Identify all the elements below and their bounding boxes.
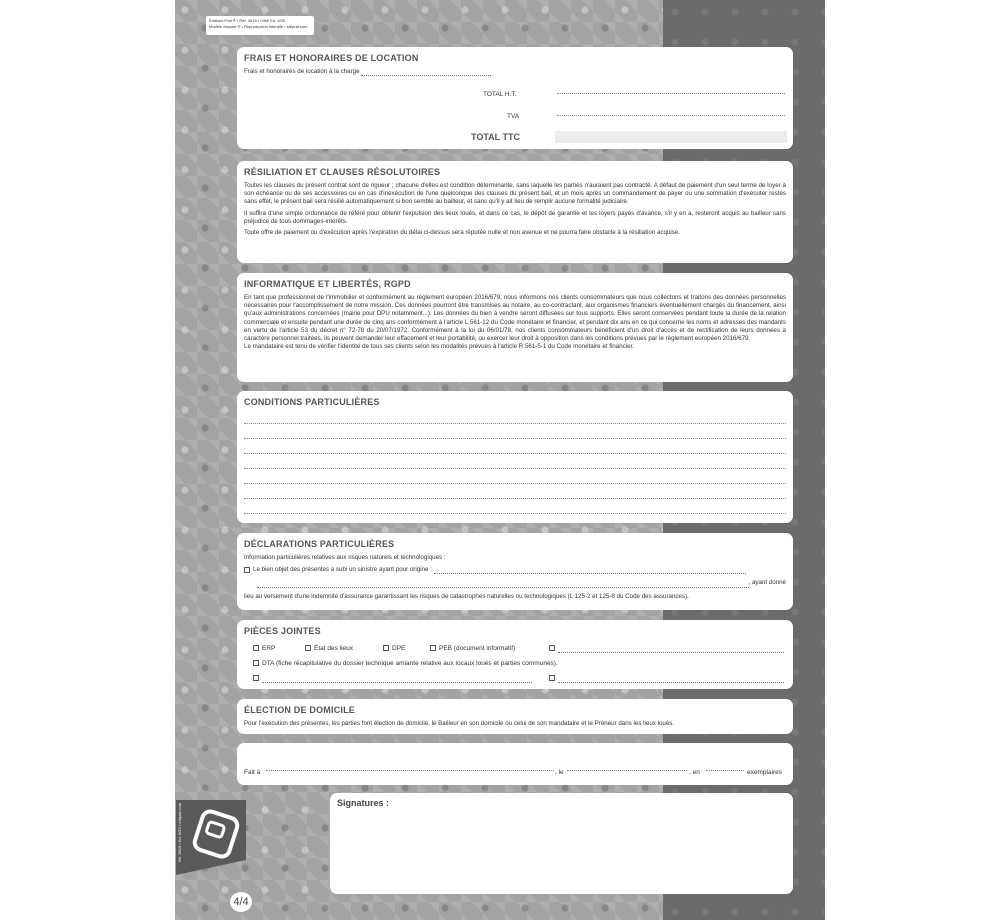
- resiliation-section: [237, 161, 793, 263]
- le-label: , le: [555, 769, 564, 776]
- conditions-line[interactable]: [244, 423, 786, 424]
- declarations-section: [237, 533, 793, 610]
- dta-label: DTA (fiche récapitulative du dossier technique amiante relative aux locaux loués et parties communes).: [262, 660, 558, 667]
- piece-other-field[interactable]: [558, 645, 784, 653]
- resiliation-paragraph-3: Toute offre de paiement ou d'exécution après l'expiration du délai ci-dessus sera réputée nulle et non avenue et ne pourra faire obstacle à la résiliation acquise.: [244, 229, 680, 237]
- fees-section: [237, 47, 793, 149]
- piece-label: DPE: [392, 645, 406, 652]
- resiliation-paragraph-1: Toutes les clauses du présent contrat sont de rigueur ; chacune d'elles est condition déterminante, sans laquelle les parties n'auraient pas contracté. A défaut de paiement d'un seul terme de loyer à son échéance ou de ses accessoires ou en cas d'inexécution de l'une quelconque des clauses du présent bail, et un mois après un commandement de payer ou une sommation d'exécuter restés sans effet, le présent bail sera résilié automatiquement si bon semble au bailleur, et sans qu'il y ait lieu de remplir aucune formalité judiciaire.: [244, 182, 786, 206]
- piece-label: ERP: [262, 645, 276, 652]
- signatures-label: Signatures :: [337, 798, 390, 808]
- total-ht-label: TOTAL H.T.: [483, 91, 517, 98]
- piece-item[interactable]: [430, 645, 515, 653]
- resiliation-paragraph-2: Il suffira d'une simple ordonnance de référé pour obtenir l'expulsion des lieux loués, et dans ce cas, le dépôt de garantie et les loyers payés d'avance, s'il y en a, resteront acquis au bailleur sans préjudice de tous dommages-intérêts.: [244, 209, 786, 225]
- signing-section: [237, 743, 793, 785]
- conditions-line[interactable]: [244, 483, 786, 484]
- exemplaires-label: exemplaires: [747, 769, 783, 776]
- sinistre-label: Le bien objet des présentes a subi un sinistre ayant pour origine :: [253, 566, 432, 574]
- fait-a-label: Fait à: [244, 769, 261, 776]
- tva-field[interactable]: [557, 115, 785, 116]
- pieces-section: [237, 620, 793, 689]
- publisher-label: [206, 16, 314, 35]
- piece-item[interactable]: [305, 645, 353, 653]
- piece-other-item[interactable]: [253, 675, 532, 683]
- piece-label: PEB (document informatif): [439, 645, 516, 652]
- conditions-line[interactable]: [244, 453, 786, 454]
- tva-label: TVA: [507, 113, 520, 120]
- fees-title: FRAIS ET HONORAIRES DE LOCATION: [244, 53, 419, 63]
- checkbox[interactable]: [305, 645, 311, 651]
- total-ht-field[interactable]: [557, 93, 785, 94]
- declarations-title: DÉCLARATIONS PARTICULIÈRES: [244, 539, 395, 549]
- ayant-donne-label: , ayant donné: [748, 579, 786, 587]
- piece-other-item[interactable]: [549, 645, 784, 653]
- conditions-line[interactable]: [244, 438, 786, 439]
- indemnite-text: lieu au versement d'une indemnité d'assurance garantissant les risques de catastrophes naturelles ou technologiques (L 125-2 et 125-8 du Code des assurances).: [244, 592, 689, 600]
- election-title: ÉLECTION DE DOMICILE: [244, 705, 356, 715]
- declarations-subtitle: Information particulières relatives aux risques naturels et technologiques :: [244, 554, 446, 561]
- ayant-donne-row: [244, 579, 786, 587]
- election-section: [237, 699, 793, 734]
- copies-field[interactable]: [706, 770, 744, 771]
- sinistre-row: [244, 566, 786, 574]
- checkbox[interactable]: [253, 645, 259, 651]
- conditions-line[interactable]: [244, 513, 786, 514]
- rgpd-section: [237, 273, 793, 382]
- fees-charge-label: Frais et honoraires de location à la charge: [244, 68, 360, 75]
- rgpd-title: INFORMATIQUE ET LIBERTÉS, RGPD: [244, 279, 411, 289]
- sinistre-origin-field[interactable]: [434, 566, 746, 574]
- sinistre-checkbox[interactable]: [244, 567, 250, 573]
- piece-other-item[interactable]: [549, 675, 784, 683]
- resiliation-title: RÉSILIATION ET CLAUSES RÉSOLUTOIRES: [244, 167, 441, 177]
- piece-other-field[interactable]: [262, 675, 532, 683]
- checkbox[interactable]: [383, 645, 389, 651]
- page-number: 4/4: [230, 892, 252, 912]
- fees-charge-field[interactable]: [361, 68, 491, 76]
- total-ttc-field[interactable]: [555, 131, 787, 143]
- date-field[interactable]: [567, 770, 687, 771]
- conditions-line[interactable]: [244, 498, 786, 499]
- election-text: Pour l'exécution des présentes, les parties font élection de domicile, le Bailleur en son domicile ou celui de son mandataire et le Preneur dans les lieux loués.: [244, 720, 675, 727]
- fees-charge-row: [244, 68, 786, 76]
- checkbox[interactable]: [253, 675, 259, 681]
- piece-item[interactable]: [383, 645, 405, 653]
- dta-checkbox[interactable]: [253, 660, 259, 666]
- rgpd-paragraph-2: Le mandataire est tenu de vérifier l'identité de tous ses clients selon les modalités prévues à l'article R 561-5-1 du Code monétaire et financier.: [244, 343, 634, 351]
- conditions-title: CONDITIONS PARTICULIÈRES: [244, 397, 380, 407]
- checkbox[interactable]: [549, 645, 555, 651]
- side-ref-text: Ré. 3615 • Ed. 6/20 • edipral.com: [177, 802, 182, 862]
- total-ttc-label: TOTAL TTC: [471, 132, 520, 142]
- signatures-box[interactable]: [330, 793, 793, 894]
- piece-item[interactable]: [253, 645, 275, 653]
- pieces-row-2: [253, 660, 787, 668]
- conditions-line[interactable]: [244, 468, 786, 469]
- fait-a-field[interactable]: [266, 770, 554, 771]
- rgpd-paragraph-1: En tant que professionnel de l'immobilier et conformément au règlement européen 2016/679, nous informons nos clients consommateurs que nous collectons et traitons des données personnelles nécessaires pour l'accomplissement de notre mission. Ces données pourront être transmises au notaire, au co-contractant, aux organismes financiers éventuellement chargés du financement, ainsi qu'aux administrations concernées (mairie pour DPU notamment...). Les données du bien à vendre seront diffusées sur tous supports. Elles seront conservées pendant toute la durée de la relation commerciale et ensuite pendant une durée de cinq ans conformément à l'article L 561-12 du Code monétaire et financier, et pendant dix ans en ce qui concerne les noms et adresses des mandants en vertu de l'article 53 du décret n° 72-78 du 20/07/1972. Conformément à la loi du 06/01/78, nos clients consommateurs bénéficient d'un droit d'accès et de rectification de leurs données à caractère personnel traitées, ils peuvent demander leur effacement et leur portabilité, ou exercer leur droit à opposition dans les conditions prévues par le règlement européen 2016/679.: [244, 294, 786, 343]
- conditions-section: [237, 391, 793, 523]
- publisher-logo-icon: [176, 800, 246, 875]
- piece-label: État des lieux: [314, 645, 354, 652]
- publisher-line-2: Modèle déposé ® • Reproduction interdite • edipral.com: [209, 24, 308, 29]
- en-label: , en: [689, 769, 700, 776]
- piece-other-field[interactable]: [558, 675, 784, 683]
- checkbox[interactable]: [430, 645, 436, 651]
- checkbox[interactable]: [549, 675, 555, 681]
- pieces-title: PIÈCES JOINTES: [244, 626, 321, 636]
- sinistre-detail-field[interactable]: [257, 580, 749, 588]
- publisher-line-1: Éditions Prat ® • Réf. 3615 • Offre Ed. 6/20: [209, 18, 286, 23]
- publisher-logo: [176, 800, 246, 875]
